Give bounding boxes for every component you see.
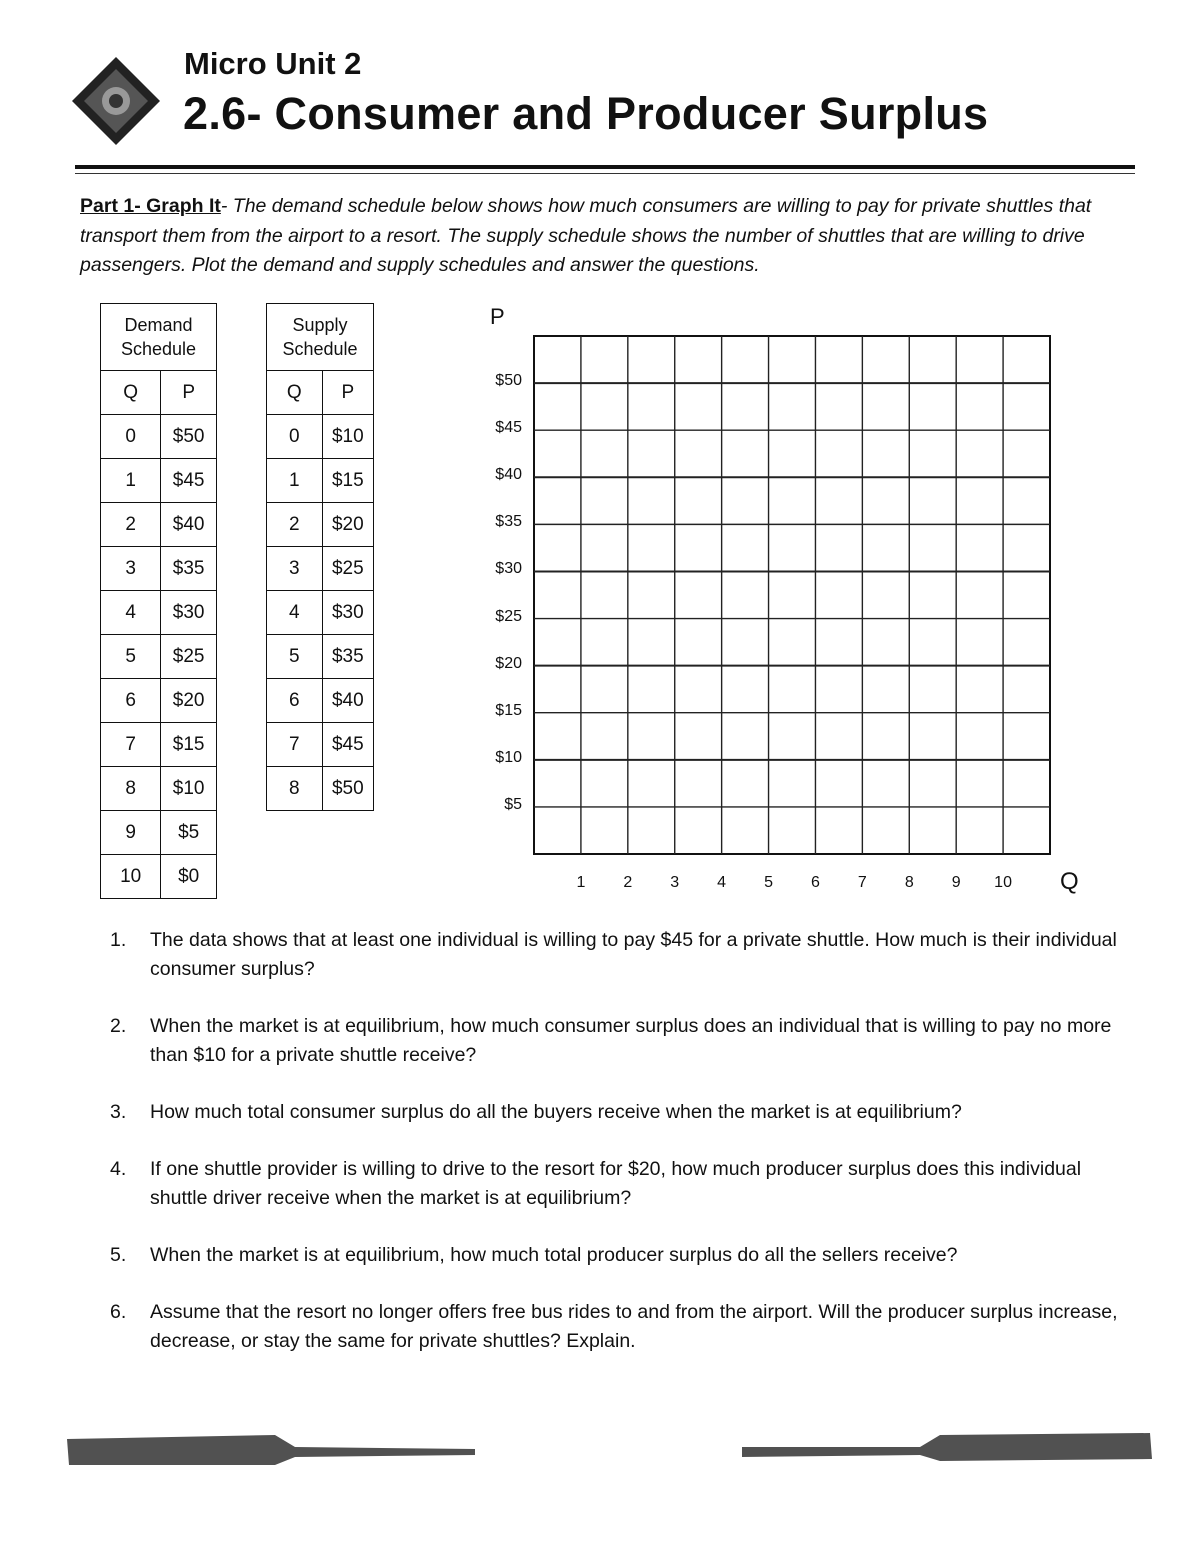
header-rule-thin bbox=[75, 173, 1135, 174]
demand-p-cell: $10 bbox=[161, 767, 217, 811]
demand-q-header: Q bbox=[101, 371, 161, 415]
supply-row bbox=[267, 635, 374, 679]
supply-p-cell: $25 bbox=[322, 547, 373, 591]
demand-q-cell: 1 bbox=[101, 459, 161, 503]
question-item bbox=[110, 1298, 1140, 1356]
y-tick-label: $20 bbox=[495, 654, 522, 672]
demand-row bbox=[101, 723, 217, 767]
question-item bbox=[110, 1012, 1140, 1070]
question-text: The data shows that at least one individual is willing to pay $45 for a private shuttle. How much is their individual consumer surplus? bbox=[150, 929, 1117, 980]
x-tick-label: 10 bbox=[994, 874, 1012, 891]
supply-row bbox=[267, 723, 374, 767]
supply-p-cell: $35 bbox=[322, 635, 373, 679]
supply-q-cell: 7 bbox=[267, 723, 323, 767]
question-list bbox=[110, 926, 1140, 1356]
question-text: When the market is at equilibrium, how much consumer surplus does an individual that is willing to pay no more than $10 for a private shuttle receive? bbox=[150, 1015, 1112, 1066]
question-number: 2. bbox=[110, 1015, 127, 1037]
y-tick-label: $30 bbox=[495, 560, 522, 578]
supply-q-cell: 1 bbox=[267, 459, 323, 503]
x-tick-label: 9 bbox=[951, 874, 961, 891]
supply-q-cell: 2 bbox=[267, 503, 323, 547]
demand-row bbox=[101, 635, 217, 679]
supply-q-cell: 3 bbox=[267, 547, 323, 591]
question-number: 6. bbox=[110, 1301, 127, 1323]
demand-p-cell: $0 bbox=[161, 855, 217, 899]
x-tick-label: 8 bbox=[904, 874, 914, 891]
y-tick-label: $50 bbox=[495, 372, 522, 390]
demand-p-cell: $40 bbox=[161, 503, 217, 547]
demand-q-cell: 5 bbox=[101, 635, 161, 679]
demand-schedule-title: Demand Schedule bbox=[101, 304, 217, 371]
supply-p-cell: $50 bbox=[322, 767, 373, 811]
demand-q-cell: 4 bbox=[101, 591, 161, 635]
demand-p-cell: $35 bbox=[161, 547, 217, 591]
page-title: 2.6- Consumer and Producer Surplus bbox=[183, 88, 989, 139]
demand-q-cell: 10 bbox=[101, 855, 161, 899]
question-text: Assume that the resort no longer offers free bus rides to and from the airport. Will the producer surplus increase, decrease, or stay the same for private shuttles? Explain. bbox=[150, 1301, 1118, 1352]
supply-q-cell: 0 bbox=[267, 415, 323, 459]
supply-p-cell: $45 bbox=[322, 723, 373, 767]
demand-schedule-table bbox=[100, 303, 217, 899]
supply-q-header: Q bbox=[267, 371, 323, 415]
question-text: How much total consumer surplus do all the buyers receive when the market is at equilibrium? bbox=[150, 1101, 962, 1123]
demand-p-header: P bbox=[161, 371, 217, 415]
demand-p-cell: $30 bbox=[161, 591, 217, 635]
demand-q-cell: 6 bbox=[101, 679, 161, 723]
question-text: If one shuttle provider is willing to drive to the resort for $20, how much producer surplus does this individual shuttle driver receive when the market is at equilibrium? bbox=[150, 1158, 1082, 1209]
supply-row bbox=[267, 679, 374, 723]
y-tick-label: $25 bbox=[495, 607, 522, 625]
graph-grid bbox=[470, 300, 1090, 900]
x-tick-label: 4 bbox=[717, 874, 727, 891]
supply-p-cell: $15 bbox=[322, 459, 373, 503]
supply-q-cell: 8 bbox=[267, 767, 323, 811]
x-tick-label: 5 bbox=[764, 874, 773, 891]
demand-p-cell: $50 bbox=[161, 415, 217, 459]
demand-row bbox=[101, 547, 217, 591]
blank-graph bbox=[470, 300, 1090, 900]
diamond-logo-icon bbox=[70, 55, 162, 147]
y-tick-label: $40 bbox=[495, 466, 522, 484]
supply-q-cell: 5 bbox=[267, 635, 323, 679]
demand-p-cell: $45 bbox=[161, 459, 217, 503]
question-item bbox=[110, 926, 1140, 984]
demand-row bbox=[101, 767, 217, 811]
demand-q-cell: 7 bbox=[101, 723, 161, 767]
demand-row bbox=[101, 459, 217, 503]
supply-p-cell: $40 bbox=[322, 679, 373, 723]
question-number: 4. bbox=[110, 1158, 127, 1180]
supply-schedule-table bbox=[266, 303, 374, 811]
footer-smudge-left bbox=[65, 1425, 485, 1470]
demand-q-cell: 3 bbox=[101, 547, 161, 591]
supply-p-cell: $30 bbox=[322, 591, 373, 635]
supply-p-cell: $20 bbox=[322, 503, 373, 547]
question-item bbox=[110, 1155, 1140, 1213]
x-tick-label: 2 bbox=[623, 874, 633, 891]
demand-q-cell: 0 bbox=[101, 415, 161, 459]
demand-p-cell: $15 bbox=[161, 723, 217, 767]
header-rule bbox=[75, 165, 1135, 169]
demand-q-cell: 9 bbox=[101, 811, 161, 855]
demand-p-cell: $25 bbox=[161, 635, 217, 679]
unit-label: Micro Unit 2 bbox=[184, 46, 362, 81]
y-tick-label: $45 bbox=[495, 419, 522, 437]
supply-row bbox=[267, 767, 374, 811]
supply-schedule-title: Supply Schedule bbox=[267, 304, 374, 371]
supply-row bbox=[267, 547, 374, 591]
grid-frame bbox=[534, 336, 1050, 854]
demand-row bbox=[101, 415, 217, 459]
y-axis-label: P bbox=[490, 304, 505, 329]
x-tick-label: 7 bbox=[857, 874, 867, 891]
supply-p-header: P bbox=[322, 371, 373, 415]
demand-row bbox=[101, 811, 217, 855]
supply-p-cell: $10 bbox=[322, 415, 373, 459]
intro-paragraph bbox=[80, 192, 1140, 281]
part-label: Part 1- Graph It bbox=[80, 195, 221, 217]
demand-row bbox=[101, 503, 217, 547]
demand-p-cell: $5 bbox=[161, 811, 217, 855]
y-tick-label: $5 bbox=[504, 795, 522, 813]
footer-smudge-right bbox=[740, 1425, 1160, 1470]
x-tick-label: 1 bbox=[576, 874, 586, 891]
question-number: 3. bbox=[110, 1101, 127, 1123]
supply-q-cell: 6 bbox=[267, 679, 323, 723]
demand-p-cell: $20 bbox=[161, 679, 217, 723]
demand-row bbox=[101, 591, 217, 635]
demand-row bbox=[101, 679, 217, 723]
supply-row bbox=[267, 503, 374, 547]
supply-row bbox=[267, 415, 374, 459]
y-tick-label: $10 bbox=[495, 748, 522, 766]
question-item bbox=[110, 1098, 1140, 1127]
demand-row bbox=[101, 855, 217, 899]
intro-text: - The demand schedule below shows how much consumers are willing to pay for private shuttles that transport them from the airport to a resort. The supply schedule shows the number of shuttles that are willing to drive passengers. Plot the demand and supply schedules and answer the questions. bbox=[80, 195, 1092, 276]
question-number: 5. bbox=[110, 1244, 127, 1266]
question-number: 1. bbox=[110, 929, 127, 951]
demand-q-cell: 8 bbox=[101, 767, 161, 811]
question-text: When the market is at equilibrium, how much total producer surplus do all the sellers receive? bbox=[150, 1244, 958, 1266]
x-tick-label: 6 bbox=[811, 874, 820, 891]
supply-row bbox=[267, 591, 374, 635]
x-axis-label: Q bbox=[1060, 868, 1079, 895]
supply-q-cell: 4 bbox=[267, 591, 323, 635]
y-tick-label: $15 bbox=[495, 701, 522, 719]
question-item bbox=[110, 1241, 1140, 1270]
supply-row bbox=[267, 459, 374, 503]
x-tick-label: 3 bbox=[670, 874, 680, 891]
demand-q-cell: 2 bbox=[101, 503, 161, 547]
y-tick-label: $35 bbox=[495, 513, 522, 531]
